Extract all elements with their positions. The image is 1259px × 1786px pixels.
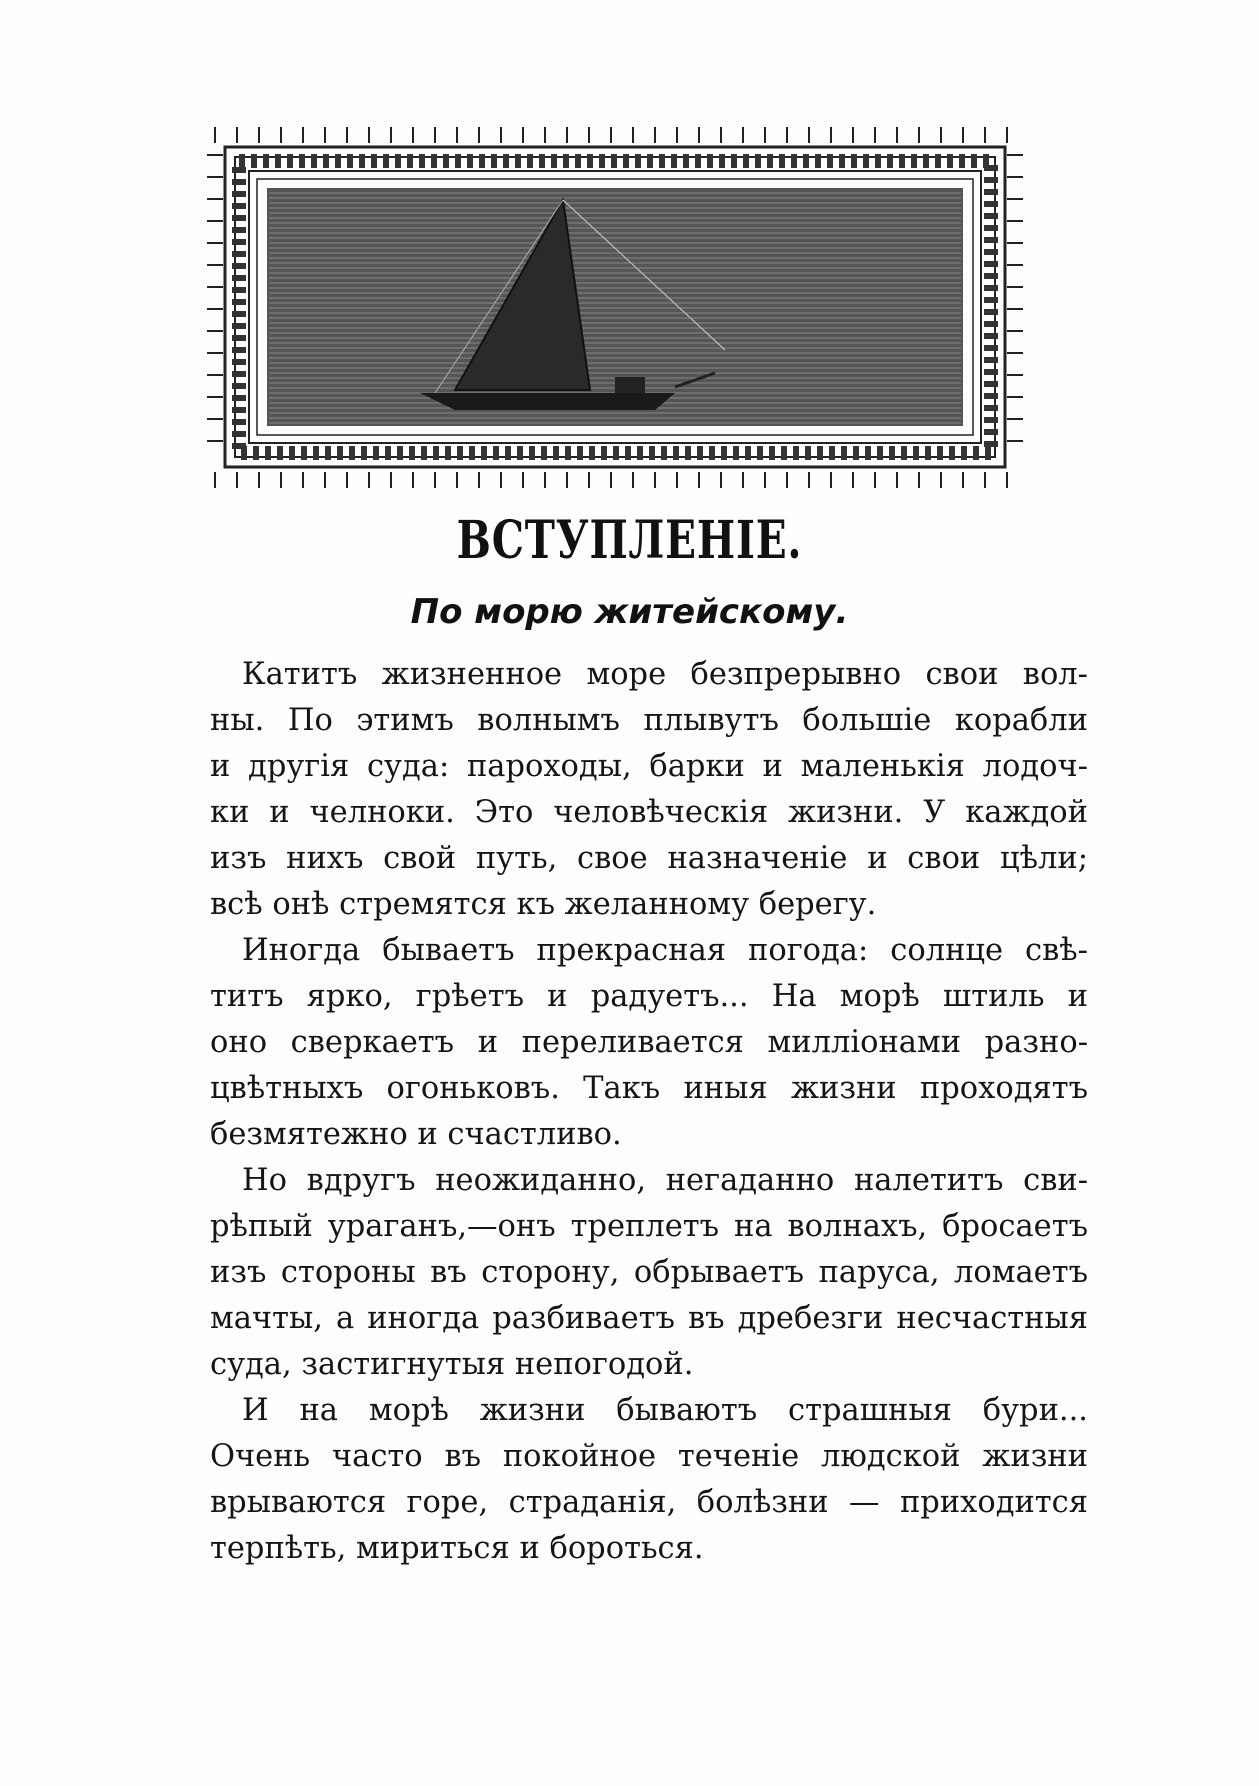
- chapter-subtitle: По морю житейскому.: [410, 592, 849, 632]
- text-line: Иногда бываетъ прекрасная погода: солнце свѣ-: [242, 933, 1088, 968]
- text-line: врываются горе, страданія, болѣзни — приходится: [210, 1485, 1088, 1520]
- sailboat-engraving-icon: [205, 125, 1025, 490]
- text-line: мачты, а иногда разбиваетъ въ дребезги несчастныя: [210, 1301, 1088, 1336]
- text-line: Катитъ жизненное море безпрерывно свои вол-: [242, 657, 1088, 692]
- text-line: суда, застигнутыя непогодой.: [210, 1347, 694, 1382]
- text-line: ны. По этимъ волнымъ плывутъ большіе корабли: [210, 703, 1088, 738]
- text-line: всѣ онѣ стремятся къ желанному берегу.: [210, 887, 877, 922]
- text-line: терпѣть, мириться и бороться.: [210, 1531, 704, 1566]
- text-line: цвѣтныхъ огоньковъ. Такъ иныя жизни проходятъ: [210, 1071, 1088, 1106]
- chapter-title: ВСТУПЛЕНІЕ.: [456, 510, 803, 571]
- body-text: [178, 652, 1088, 1572]
- text-line: ки и челноки. Это человѣческія жизни. У каждой: [210, 795, 1088, 830]
- text-line: безмятежно и счастливо.: [210, 1117, 622, 1152]
- text-line: И на морѣ жизни бываютъ страшныя бури...: [242, 1393, 1088, 1428]
- text-line: изъ стороны въ сторону, обрываетъ паруса, ломаетъ: [210, 1255, 1088, 1290]
- text-line: оно сверкаетъ и переливается милліонами разно-: [210, 1025, 1088, 1060]
- ornamental-headpiece: [205, 125, 1025, 490]
- paragraph-4: [178, 1388, 1088, 1572]
- text-line: титъ ярко, грѣетъ и радуетъ... На морѣ штиль и: [210, 979, 1088, 1014]
- text-line: Очень часто въ покойное теченіе людской жизни: [210, 1439, 1088, 1474]
- paragraph-3: [178, 1158, 1088, 1388]
- text-line: и другія суда: пароходы, барки и маленькія лодоч-: [210, 749, 1088, 784]
- text-line: рѣпый ураганъ,—онъ треплетъ на волнахъ, бросаетъ: [210, 1209, 1088, 1244]
- paragraph-2: [178, 928, 1088, 1158]
- text-line: Но вдругъ неожиданно, негаданно налетитъ сви-: [242, 1163, 1088, 1198]
- paragraph-1: [178, 652, 1088, 928]
- text-line: изъ нихъ свой путь, свое назначеніе и свои цѣли;: [210, 841, 1088, 876]
